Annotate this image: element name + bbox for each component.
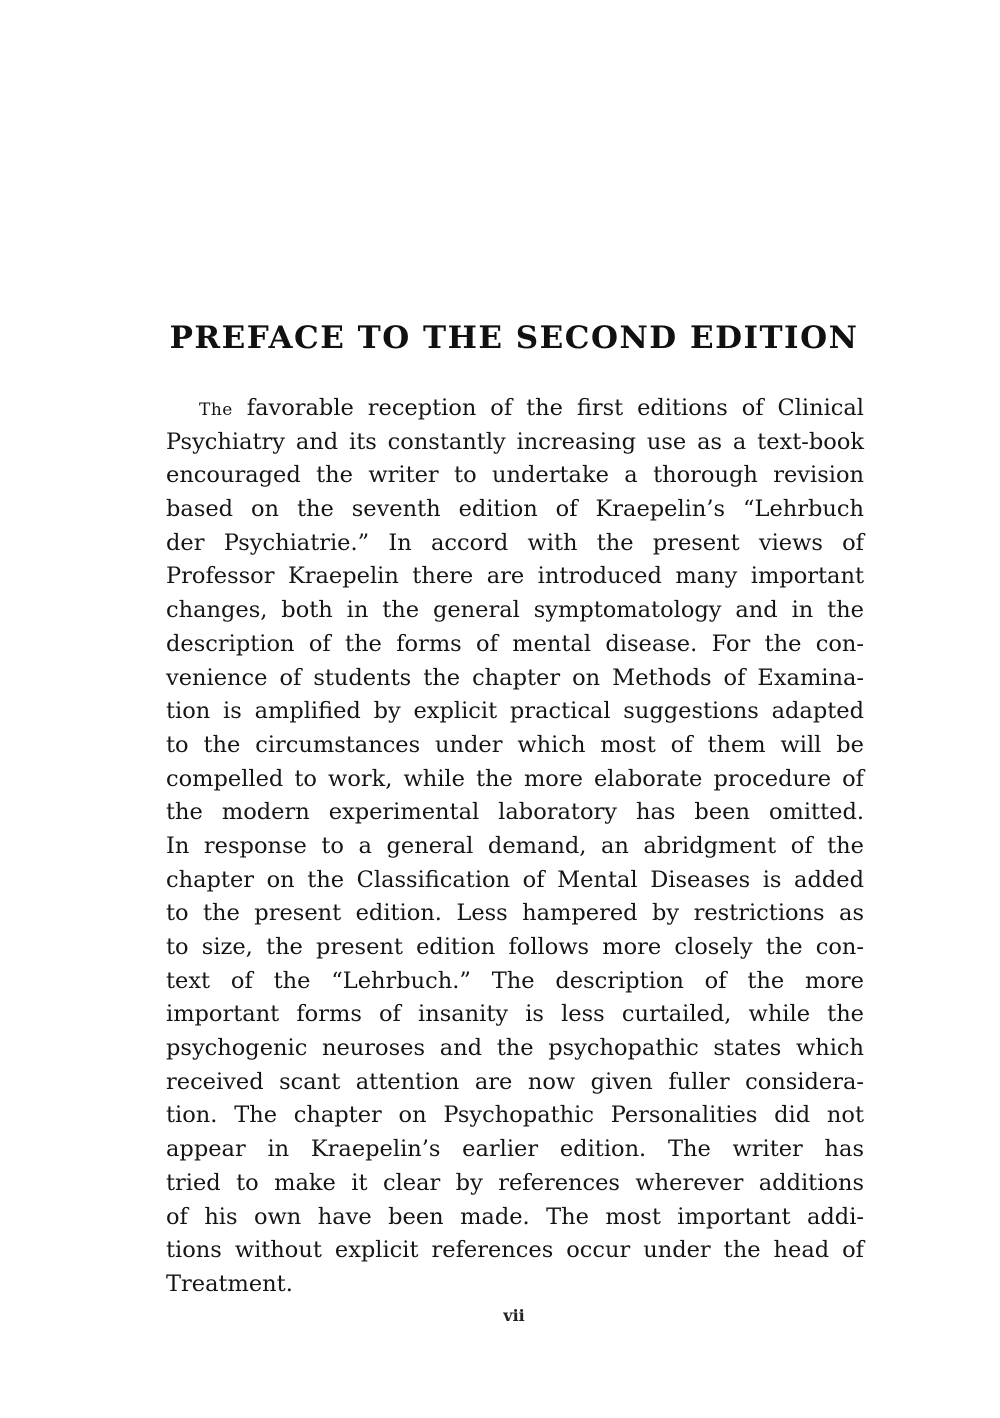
paragraph-line: tion is amplified by explicit practical suggestions adapted [166, 698, 864, 725]
paragraph-line: description of the forms of mental disease. For the con- [166, 630, 864, 657]
paragraph-line: to the circumstances under which most of them will be [166, 731, 864, 758]
paragraph-line: based on the seventh edition of Kraepelin’s “Lehrbuch [166, 496, 864, 523]
paragraph-line: chapter on the Classification of Mental Diseases is added [166, 866, 864, 893]
lead-word: The [199, 400, 233, 420]
paragraph-line: compelled to work, while the more elaborate procedure of [166, 765, 864, 792]
paragraph-line: to the present edition. Less hampered by restrictions as [166, 900, 864, 927]
page-number: vii [503, 1306, 525, 1325]
page-title: PREFACE TO THE SECOND EDITION [169, 320, 859, 356]
paragraph-line: psychogenic neuroses and the psychopathic states which [166, 1035, 864, 1062]
paragraph-line: der Psychiatrie.” In accord with the present views of [166, 529, 864, 556]
preface-paragraph [166, 392, 864, 1302]
paragraph-line: venience of students the chapter on Methods of Examina- [166, 664, 864, 691]
paragraph-line: Professor Kraepelin there are introduced many important [166, 563, 864, 590]
paragraph-line: tions without explicit references occur under the head of [166, 1237, 864, 1264]
paragraph-line: received scant attention are now given fuller considera- [166, 1068, 864, 1095]
paragraph-line-text: favorable reception of the first editions of Clinical [246, 395, 864, 421]
paragraph-line: important forms of insanity is less curtailed, while the [166, 1001, 864, 1028]
paragraph-line: to size, the present edition follows more closely the con- [166, 934, 864, 960]
paragraph-line: In response to a general demand, an abridgment of the [166, 832, 864, 859]
paragraph-line: Psychiatry and its constantly increasing use as a text-book [166, 428, 864, 455]
paragraph-line: tion. The chapter on Psychopathic Personalities did not [166, 1102, 864, 1129]
paragraph-line: text of the “Lehrbuch.” The description of the more [166, 967, 864, 994]
paragraph-line: Treatment. [166, 1270, 293, 1297]
paragraph-line: appear in Kraepelin’s earlier edition. The writer has [166, 1136, 864, 1163]
paragraph-line: the modern experimental laboratory has been omitted. [166, 799, 864, 826]
paragraph-line: changes, both in the general symptomatology and in the [166, 597, 864, 624]
paragraph-line: of his own have been made. The most important addi- [166, 1203, 864, 1230]
paragraph-line: encouraged the writer to undertake a thorough revision [166, 462, 864, 489]
paragraph-line [166, 392, 864, 426]
paragraph-line: tried to make it clear by references wherever additions [166, 1169, 864, 1196]
